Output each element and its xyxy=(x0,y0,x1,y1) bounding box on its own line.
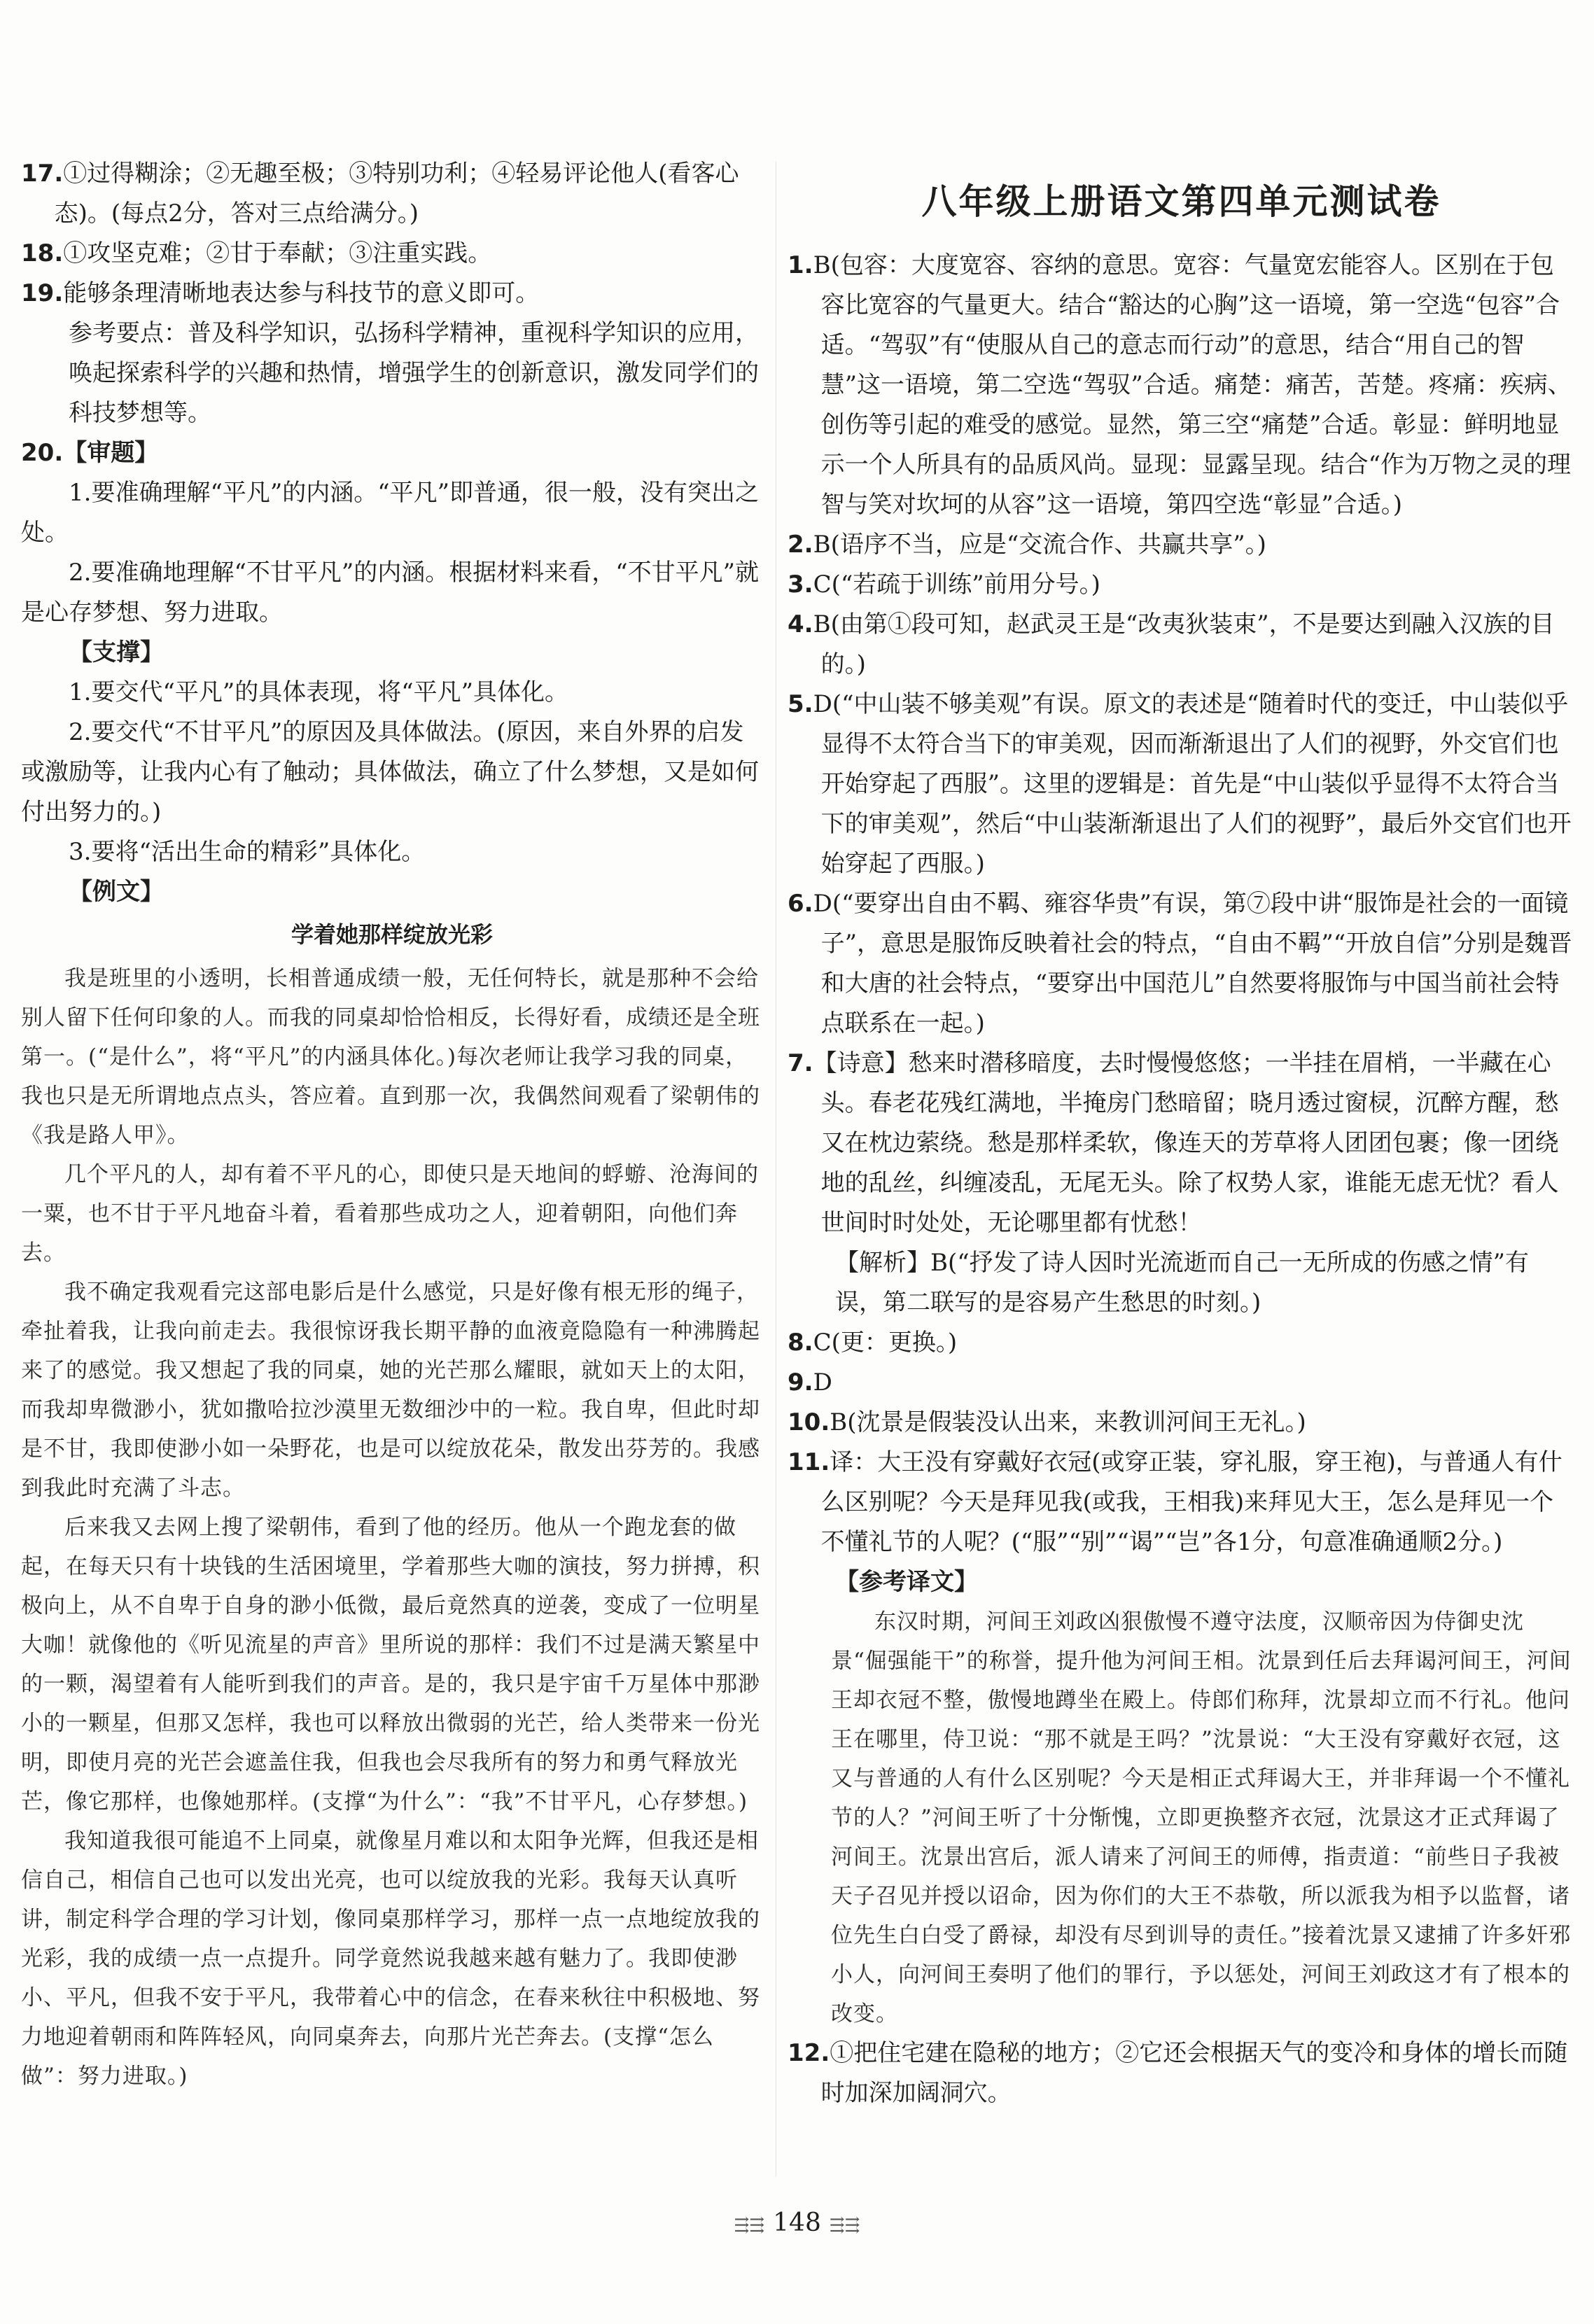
answer-number: 11. xyxy=(788,1448,830,1476)
shenti-point: 2.要准确地理解“不甘平凡”的内涵。根据材料来看，“不甘平凡”就是心存梦想、努力进取。 xyxy=(21,559,759,626)
essay-paragraph: 后来我又去网上搜了梁朝伟，看到了他的经历。他从一个跑龙套的做起，在每天只有十块钱的生活困境里，学着那些大咖的演技，努力拼搏，积极向上，从不自卑于自身的渺小低微，最后竟然真的逆袭，变成了一位明星大咖！就像他的《听见流星的声音》里所说的那样：我们不过是满天繁星中的一颗，渴望着有人能听到我们的声音。是的，我只是宇宙千万星体中那渺小的一颗星，但那又怎样，我也可以释放出微弱的光芒，给人类带来一份光明，即使月亮的光芒会遮盖住我，但我也会尽我所有的努力和勇气释放光芒，像它那样，也像她那样。(支撑“为什么”：“我”不甘平凡，心存梦想。) xyxy=(21,1515,760,1814)
zhicheng-point: 1.要交代“平凡”的具体表现，将“平凡”具体化。 xyxy=(69,678,568,706)
example-essay xyxy=(21,959,763,2096)
answer-17 xyxy=(21,154,763,234)
answer-number: 2. xyxy=(788,531,813,559)
answer-number: 20. xyxy=(21,439,64,467)
ornament-icon: ⇶⇶ xyxy=(829,2215,860,2236)
answer-text: D xyxy=(813,1368,832,1396)
test-title: 八年级上册语文第四单元测试卷 xyxy=(921,181,1441,222)
answer-text: C(“若疏于训练”前用分号。) xyxy=(813,570,1100,598)
answer-4 xyxy=(788,605,1575,685)
answer-text: ①把住宅建在隐秘的地方；②它还会根据天气的变冷和身体的增长而随时加深加阔洞穴。 xyxy=(820,2039,1568,2107)
page-footer xyxy=(0,2208,1594,2237)
answer-text: B(包容：大度宽容、容纳的意思。宽容：气量宽宏能容人。区别在于包容比宽容的气量更大。结合“豁达的心胸”这一语境，第一空选“包容”合适。“驾驭”有“使服从自己的意志而行动”的意思，结合“用自己的智慧”这一语境，第二空选“驾驭”合适。痛楚：痛苦，苦楚。疼痛：疾病、创伤等引起的难受的感觉。显然，第三空“痛楚”合适。彰显：鲜明地显示一个人所具有的品质风尚。显现：显露呈现。结合“作为万物之灵的理智与笑对坎坷的从容”这一语境，第四空选“彰显”合适。) xyxy=(813,251,1572,519)
answer-number: 17. xyxy=(21,160,64,188)
answer-number: 5. xyxy=(788,690,813,718)
answer-text: C(更：更换。) xyxy=(813,1329,958,1357)
answer-5 xyxy=(788,685,1575,884)
answer-number: 12. xyxy=(788,2039,830,2067)
essay-paragraph: 我不确定我观看完这部电影后是什么感觉，只是好像有根无形的绳子，牵扯着我，让我向前走去。我很惊讶我长期平静的血液竟隐隐有一种沸腾起来了的感觉。我又想起了我的同桌，她的光芒那么耀眼，就如天上的太阳，而我却卑微渺小，犹如撒哈拉沙漠里无数细沙中的一粒。我自卑，但此时却是不甘，我即使渺小如一朵野花，也是可以绽放花朵，散发出芬芳的。我感到我此时充满了斗志。 xyxy=(21,1280,760,1501)
answer-text: D(“要穿出自由不羁、雍容华贵”有误，第⑦段中讲“服饰是社会的一面镜子”，意思是服饰反映着社会的特点，“自由不羁”“开放自信”分别是魏晋和大唐的社会特点，“要穿出中国范儿”自然要将服饰与中国当前社会特点联系在一起。) xyxy=(813,890,1572,1037)
reference-translation-tag: 【参考译文】 xyxy=(835,1568,978,1596)
section-tag-liwen: 【例文】 xyxy=(69,878,164,906)
answer-number: 6. xyxy=(788,890,813,918)
answer-number: 4. xyxy=(788,610,813,638)
answer-7-analysis: 【解析】B(“抒发了诗人因时光流逝而自己一无所成的伤感之情”有误，第二联写的是容易产生愁思的时刻。) xyxy=(835,1249,1530,1317)
shenti-point: 1.要准确理解“平凡”的内涵。“平凡”即普通，很一般，没有突出之处。 xyxy=(21,479,759,547)
page-number: 148 xyxy=(773,2208,821,2237)
answer-text: ①过得糊涂；②无趣至极；③特别功利；④轻易评论他人(看客心态)。(每点2分，答对三点给满分。) xyxy=(54,160,739,227)
answer-19-reference: 参考要点：普及科学知识，弘扬科学精神，重视科学知识的应用，唤起探索科学的兴趣和热情，增强学生的创新意识，激发同学们的科技梦想等。 xyxy=(69,319,759,427)
answer-number: 18. xyxy=(21,239,64,267)
answer-text: D(“中山装不够美观”有误。原文的表述是“随着时代的变迁，中山装似乎显得不太符合当下的审美观，因而渐渐退出了人们的视野，外交官们也开始穿起了西服”。这里的逻辑是：首先是“中山装似乎显得不太符合当下的审美观”，然后“中山装渐渐退出了人们的视野”，最后外交官们也开始穿起了西服。) xyxy=(813,690,1572,878)
answer-text: 【诗意】愁来时潜移暗度，去时慢慢悠悠；一半挂在眉梢，一半藏在心头。春老花残红满地，半掩房门愁暗留；晓月透过窗棂，沉醉方醒，愁又在枕边萦绕。愁是那样柔软，像连天的芳草将人团团包裹；像一团绕地的乱丝，纠缠凌乱，无尾无头。除了权势人家，谁能无虑无忧？看人世间时时处处，无论哪里都有忧愁！ xyxy=(813,1049,1559,1237)
essay-title: 学着她那样绽放光彩 xyxy=(291,921,493,948)
answer-text: 译：大王没有穿戴好衣冠(或穿正装，穿礼服，穿王袍)，与普通人有什么区别呢？今天是拜见我(或我，王相我)来拜见大王，怎么是拜见一个不懂礼节的人呢？(“服”“别”“谒”“岂”各1分，句意准确通顺2分。) xyxy=(820,1448,1562,1556)
answer-number: 3. xyxy=(788,570,813,598)
section-tag-zhicheng: 【支撑】 xyxy=(69,638,164,666)
answer-7 xyxy=(788,1044,1575,1243)
answer-number: 9. xyxy=(788,1368,813,1396)
answer-8 xyxy=(788,1323,1575,1363)
answer-9 xyxy=(788,1363,1575,1403)
essay-paragraph: 几个平凡的人，却有着不平凡的心，即使只是天地间的蜉蝣、沧海间的一粟，也不甘于平凡地奋斗着，看着那些成功之人，迎着朝阳，向他们奔去。 xyxy=(21,1162,759,1266)
answer-2 xyxy=(788,525,1575,565)
essay-paragraph: 我是班里的小透明，长相普通成绩一般，无任何特长，就是那种不会给别人留下任何印象的人。而我的同桌却恰恰相反，长得好看，成绩还是全班第一。(“是什么”，将“平凡”的内涵具体化。)每次老师让我学习我的同桌，我也只是无所谓地点点头，答应着。直到那一次，我偶然间观看了梁朝伟的《我是路人甲》。 xyxy=(21,966,760,1148)
reference-translation: 东汉时期，河间王刘政凶狠傲慢不遵守法度，汉顺帝因为侍御史沈景“倔强能干”的称誉，提升他为河间王相。沈景到任后去拜谒河间王，河间王却衣冠不整，傲慢地蹲坐在殿上。侍郎们称拜，沈景却立而不行礼。他问王在哪里，侍卫说：“那不就是王吗？”沈景说：“大王没有穿戴好衣冠，这又与普通的人有什么区别呢？今天是相正式拜谒大王，并非拜谒一个不懂礼节的人？”河间王听了十分惭愧，立即更换整齐衣冠，沈景这才正式拜谒了河间王。沈景出宫后，派人请来了河间王的师傅，指责道：“前些日子我被天子召见并授以诏命，因为你们的大王不恭敬，所以派我为相予以监督，诸位先生白白受了爵禄，却没有尽到训导的责任。”接着沈景又逮捕了许多奸邪小人，向河间王奏明了他们的罪行，予以惩处，河间王刘政这才有了根本的改变。 xyxy=(831,1609,1572,2026)
answer-18 xyxy=(21,234,763,274)
answer-text: 能够条理清晰地表达参与科技节的意义即可。 xyxy=(63,279,540,307)
answer-text: ①攻坚克难；②甘于奉献；③注重实践。 xyxy=(63,239,492,267)
answer-number: 7. xyxy=(788,1049,813,1077)
answer-number: 19. xyxy=(21,279,64,307)
answer-3 xyxy=(788,565,1575,605)
answer-text: B(沈景是假装没认出来，来教训河间王无礼。) xyxy=(830,1408,1306,1436)
answer-number: 1. xyxy=(788,251,813,279)
left-column xyxy=(21,154,763,2096)
answer-20-header xyxy=(21,433,763,473)
answer-text: B(语序不当，应是“交流合作、共赢共享”。) xyxy=(813,531,1266,559)
ornament-icon: ⇶⇶ xyxy=(734,2215,765,2236)
answer-19 xyxy=(21,274,763,314)
right-column xyxy=(788,154,1575,2113)
answer-11 xyxy=(788,1443,1575,1562)
essay-paragraph: 我知道我很可能追不上同桌，就像星月难以和太阳争光辉，但我还是相信自己，相信自己也可以发出光亮，也可以绽放我的光彩。我每天认真听讲，制定科学合理的学习计划，像同桌那样学习，那样一点一点地绽放我的光彩，我的成绩一点一点提升。同学竟然说我越来越有魅力了。我即使渺小、平凡，但我不安于平凡，我带着心中的信念，在春来秋往中积极地、努力地迎着朝雨和阵阵轻风，向同桌奔去，向那片光芒奔去。(支撑“怎么做”：努力进取。) xyxy=(21,1828,760,2089)
answer-10 xyxy=(788,1403,1575,1443)
answer-6 xyxy=(788,884,1575,1044)
answer-text: B(由第①段可知，赵武灵王是“改夷狄装束”，不是要达到融入汉族的目的。) xyxy=(813,610,1555,678)
answer-1 xyxy=(788,246,1575,525)
zhicheng-point: 2.要交代“不甘平凡”的原因及具体做法。(原因，来自外界的启发或激励等，让我内心有了触动；具体做法，确立了什么梦想，又是如何付出努力的。) xyxy=(21,718,759,826)
answer-number: 10. xyxy=(788,1408,830,1436)
section-tag-shenti: 【审题】 xyxy=(63,439,159,467)
answer-12 xyxy=(788,2033,1575,2113)
zhicheng-point: 3.要将“活出生命的精彩”具体化。 xyxy=(69,838,426,866)
answer-number: 8. xyxy=(788,1329,813,1357)
